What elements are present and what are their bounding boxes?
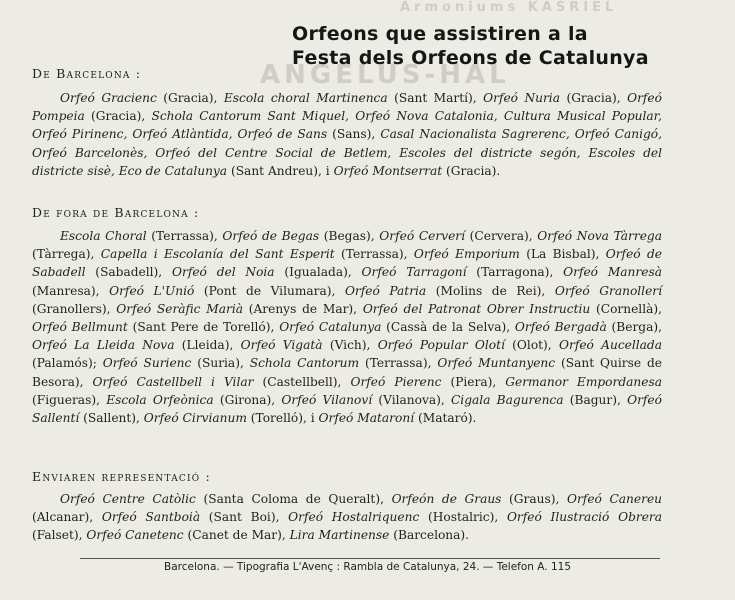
bleed-through-text: Armoniums KASRIEL (400, 0, 618, 15)
section-body-fora-barcelona: Escola Choral (Terrassa), Orfeó de Begas (Begas), Orfeó Cerverí (Cervera), Orfeó Nova Tàrrega (Tàrrega), Capella i Escolanía del Sant Esperit (Terrassa), Orfeó Emporium (La Bisbal), Orfeó de Sabadell (Sabadell), Orfeó del Noia (Igualada), Orfeó Tarragoní (Tarragona), Orfeó Manresà (Manresa), Orfeó L'Unió (Pont de Vilumara), Orfeó Patria (Molins de Rei), Orfeó Granollerí (Granollers), Orfeó Seràfic Marià (Arenys de Mar), Orfeó del Patronat Obrer Instructiu (Cornellà), Orfeó Bellmunt (Sant Pere de Torelló), Orfeó Catalunya (Cassà de la Selva), Orfeó Bergadà (Berga), Orfeó La Lleida Nova (Lleida), Orfeó Vigatà (Vich), Orfeó Popular Olotí (Olot), Orfeó Aucellada (Palamós); Orfeó Surienc (Suria), Schola Cantorum (Terrassa), Orfeó Muntanyenc (Sant Quirse de Besora), Orfeó Castellbell i Vilar (Castellbell), Orfeó Pierenc (Piera), Germanor Empordanesa (Figueras), Escola Orfeònica (Girona), Orfeó Vilanoví (Vilanova), Cigala Bagurenca (Bagur), Orfeó Sallentí (Sallent), Orfeó Cirvianum (Torelló), i Orfeó Mataroní (Mataró). (32, 229, 663, 426)
title-line-1: Orfeons que assistiren a la (292, 23, 588, 45)
section-heading-barcelona: De Barcelona : (32, 66, 142, 81)
page-title (292, 22, 692, 70)
section-body-barcelona: Orfeó Gracienc (Gracia), Escola choral Martinenca (Sant Martí), Orfeó Nuria (Gracia), Orfeó Pompeia (Gracia), Schola Cantorum Sant Miquel, Orfeó Nova Catalonia, Cultura Musical Popular, Orfeó Pirinenc, Orfeó Atlàntida, Orfeó de Sans (Sans), Casal Nacionalista Sagrerenc, Orfeó Canigó, Orfeó Barcelonès, Orfeó del Centre Social de Betlem, Escoles del districte segón, Escoles del districte sisè, Eco de Catalunya (Sant Andreu), i Orfeó Montserrat (Gracia). (32, 91, 663, 178)
title-line-2: Festa dels Orfeons de Catalunya (292, 47, 649, 69)
bleed-through-text: ANGELUS-HAL (260, 60, 510, 90)
footer-rule (80, 558, 660, 559)
section-heading-fora-barcelona: De fora de Barcelona : (32, 205, 200, 220)
printer-footer: Barcelona. — Tipografia L'Avenç : Rambla de Catalunya, 24. — Telefon A. 115 (164, 561, 571, 573)
section-body-representacio: Orfeó Centre Catòlic (Santa Coloma de Queralt), Orfeón de Graus (Graus), Orfeó Canereu (Alcanar), Orfeó Santboià (Sant Boi), Orfeó Hostalriquenc (Hostalric), Orfeó Ilustració Obrera (Falset), Orfeó Canetenc (Canet de Mar), Lira Martinense (Barcelona). (32, 492, 663, 543)
section-heading-representacio: Enviaren representació : (32, 469, 211, 484)
